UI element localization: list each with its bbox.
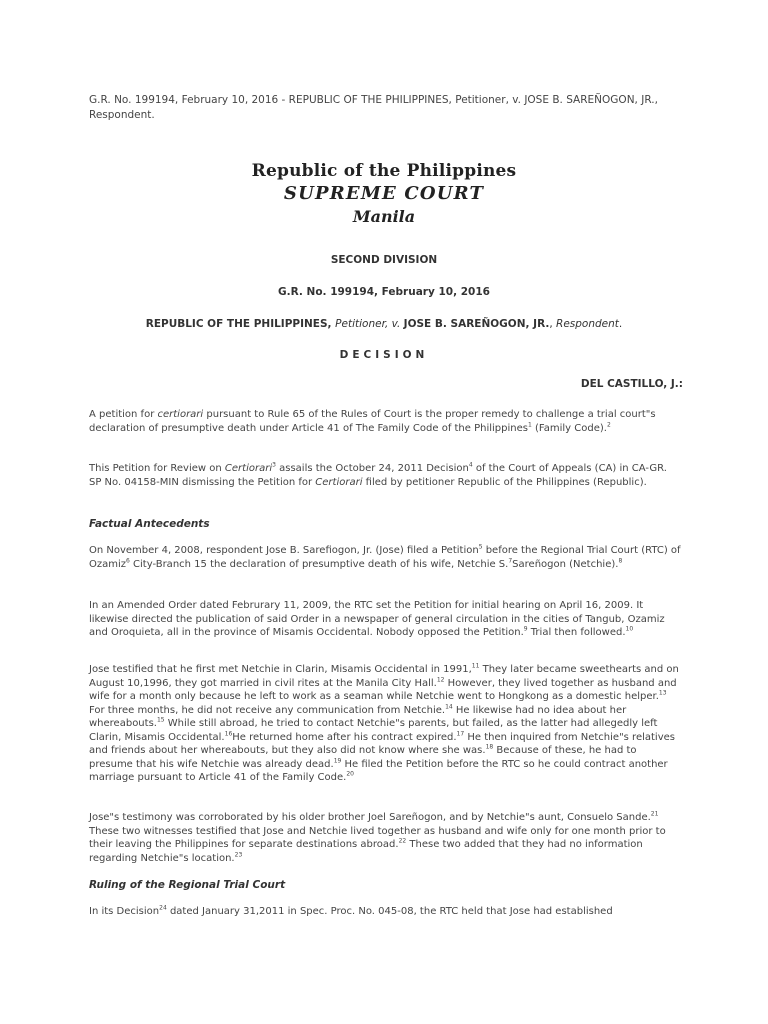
petitioner-name: REPUBLIC OF THE PHILIPPINES, bbox=[145, 318, 332, 330]
masthead-republic: Republic of the Philippines bbox=[251, 161, 517, 181]
footnote-ref[interactable]: 18 bbox=[485, 743, 494, 751]
paragraph-3: On November 4, 2008, respondent Jose B. Sarefiogon, Jr. (Jose) filed a Petition$^5$ before the Regional Trial Court (RTC) of Ozamiz$^6$ City-Branch 15 the declaration of presumptive death of his wife, Netchie S.$^7$Sareñogon (Netchie).$^8$ bbox=[89, 543, 681, 570]
footnote-ref[interactable]: 21 bbox=[650, 810, 659, 818]
heading-ruling-rtc: Ruling of the Regional Trial Court bbox=[89, 879, 286, 891]
respondent-name: JOSE B. SAREÑOGON, JR. bbox=[403, 318, 550, 330]
parties-end: . bbox=[618, 318, 623, 330]
paragraph-2: This Petition for Review on Certiorari$^3$ assails the October 24, 2011 Decision$^4$ of the Court of Appeals (CA) in CA-GR. SP No. 04158-MIN dismissing the Petition for Certiorari filed by petitioner Republic of the Philippines (Republic). bbox=[89, 461, 667, 488]
footnote-ref[interactable]: 3 bbox=[272, 461, 276, 469]
paragraph-6: Jose"s testimony was corroborated by his older brother Joel Sareñogon, and by Netchie"s aunt, Consuelo Sande.$^{21}$ These two witnesses testified that Jose and Netchie lived together as husband and wife only for one month prior to their leaving the Philippines for separate destinations abroad.$^{22}$ These two added that they had no information regarding Netchie"s location.$^{23}$ bbox=[89, 810, 666, 864]
footnote-ref[interactable]: 2 bbox=[606, 421, 611, 429]
footnote-ref[interactable]: 7 bbox=[508, 557, 513, 565]
decision-title: DECISION bbox=[339, 349, 429, 361]
footnote-ref[interactable]: 13 bbox=[658, 689, 667, 697]
footnote-ref[interactable]: 10 bbox=[625, 625, 634, 633]
footnote-ref[interactable]: 15 bbox=[156, 716, 165, 724]
footnote-ref[interactable]: 9 bbox=[523, 625, 528, 633]
footnote-ref[interactable]: 12 bbox=[436, 676, 445, 684]
footnote-ref[interactable]: 6 bbox=[126, 557, 130, 565]
respondent-separator: , bbox=[549, 318, 557, 330]
footnote-ref[interactable]: 22 bbox=[398, 837, 407, 845]
footnote-ref[interactable]: 17 bbox=[456, 730, 465, 738]
footnote-ref[interactable]: 5 bbox=[478, 543, 483, 551]
versus-text: , v. bbox=[384, 318, 404, 330]
court-masthead bbox=[0, 160, 768, 228]
document-header-line: G.R. No. 199194, February 10, 2016 - REPUBLIC OF THE PHILIPPINES, Petitioner, v. JOSE B. SAREÑOGON, JR., Respondent. bbox=[89, 94, 658, 121]
footnote-ref[interactable]: 11 bbox=[471, 662, 480, 670]
footnote-ref[interactable]: 8 bbox=[618, 557, 623, 565]
petitioner-role: Petitioner bbox=[335, 318, 385, 330]
paragraph-1: A petition for certiorari pursuant to Rule 65 of the Rules of Court is the proper remedy to challenge a trial court"s declaration of presumptive death under Article 41 of The Family Code of the Philippines$^1$ (Family Code).$^2$ bbox=[89, 409, 656, 434]
heading-factual-antecedents: Factual Antecedents bbox=[89, 518, 210, 530]
paragraph-5: Jose testified that he first met Netchie in Clarin, Misamis Occidental in 1991,11 They later became sweethearts and on August 10,1996, they got married in civil rites at the Manila City Hall.$^{12}$ However, they lived together as husband and wife for a month only because he left to work as a seaman while Netchie went to Hongkong as a domestic helper.$^{13}$ For three months, he did not receive any communication from Netchie.$^{14}$ He likewise had no idea about her whereabouts.$^{15}$ While still abroad, he tried to contact Netchie"s parents, but failed, as the latter had allegedly left Clarin, Misamis Occidental.$^{16}$He returned home after his contract expired.$^{17}$ He then inquired from Netchie"s relatives and friends about her whereabouts, but they also did not know where she was.$^{18}$ Because of these, he had to presume that his wife Netchie was already dead.$^{19}$ He filed the Petition before the RTC so he could contract another marriage pursuant to Article 41 of the Family Code.$^{20}$ bbox=[89, 662, 679, 783]
footnote-ref[interactable]: 16 bbox=[224, 730, 233, 738]
case-number: G.R. No. 199194, February 10, 2016 bbox=[278, 286, 490, 298]
footnote-ref[interactable]: 23 bbox=[234, 851, 243, 859]
footnote-ref[interactable]: 4 bbox=[468, 461, 473, 469]
ponente: DEL CASTILLO, J.: bbox=[580, 378, 683, 390]
masthead-manila: Manila bbox=[352, 207, 416, 226]
footnote-ref[interactable]: 19 bbox=[333, 757, 342, 765]
footnote-ref[interactable]: 20 bbox=[346, 770, 354, 778]
footnote-ref[interactable]: 14 bbox=[445, 703, 453, 711]
footnote-ref[interactable]: 24 bbox=[159, 904, 167, 912]
paragraph-7: In its Decision$^{24}$ dated January 31,2011 in Spec. Proc. No. 045-08, the RTC held that Jose had established bbox=[89, 904, 613, 917]
masthead-supreme-court: SUPREME COURT bbox=[283, 183, 485, 204]
footnote-ref[interactable]: 1 bbox=[527, 421, 532, 429]
respondent-role: Respondent bbox=[556, 318, 619, 330]
case-parties bbox=[0, 317, 768, 332]
division-title: SECOND DIVISION bbox=[330, 254, 438, 266]
paragraph-4: In an Amended Order dated Februrary 11, 2009, the RTC set the Petition for initial hearing on April 16, 2009. It likewise directed the publication of said Order in a newspaper of general circulation in the cities of Tangub, Ozamiz and Oroquieta, all in the province of Misamis Occidental. Nobody opposed the Petition.$^9$ Trial then followed.$^{10}$ bbox=[89, 600, 665, 638]
